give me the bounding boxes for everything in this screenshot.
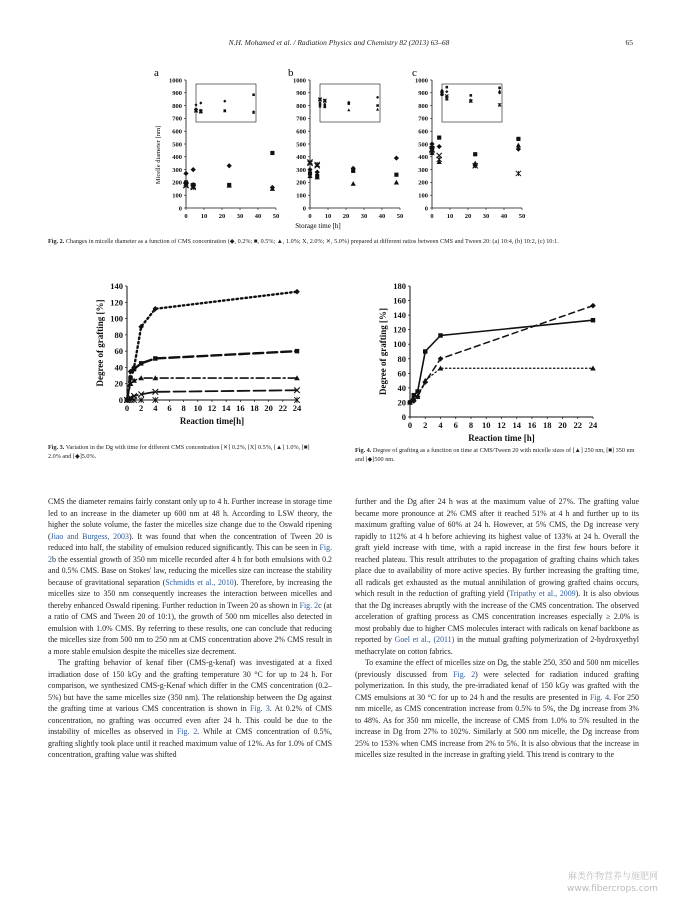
fig2-point xyxy=(437,144,442,149)
fig4-point xyxy=(438,333,442,337)
fig2-x-tick-label: 0 xyxy=(308,213,312,220)
page-number: 65 xyxy=(625,38,633,47)
fig3-x-tick-label: 22 xyxy=(278,403,288,413)
fig2-point xyxy=(516,143,521,148)
paragraph: The grafting behavior of kenaf fiber (CMS-g-kenaf) was investigated at a fixed irradiation dose of 150 kGy and the grafting temperature 30 °C for up to 24 h. For comparison, we synthesized CMS-g-Kenaf which differ in the CMS concentration (0.2–5%) but have the same micelles size (350 nm). The relationship between the Dg against the grafting time at various CMS concentration is shown in Fig. 3. At 0.2% of CMS concentration, no grafting was occurred even after 24 h. This could be due to the instability of micelles as observed in Fig. 2. While at CMS concentration of 0.5%, grafting slightly took place until it reached maximum value of 12%. As for 1.0% of CMS concentration, grafting value was shifted xyxy=(48,658,333,759)
fig4-x-tick-label: 10 xyxy=(482,420,491,430)
fig2-point xyxy=(437,136,441,140)
fig4-x-tick-label: 14 xyxy=(512,420,521,430)
paragraph: further and the Dg after 24 h was at the maximum value of 27%. The grafting value became more pronounce at 2% CMS after it reached 51% at 4 h and further up to its maximum grafting value of 60% at 24 h. However, at 5% CMS, the Dg increase very rapidly to 112% at 4 h before achieving its highest value of 133% at 24 h. Overall the graft yield increase with time, with a rapid increase in the first few hours before it reached plateau. This result attributes to the propagation of grafting chains which takes place due to availability of more active species. By further increasing the grafting time, all radicals get exhausted as the mutual annihilation of growing grafted chains occurs, which result in the reduction of grafting yield (Tripathy et al., 2009). It is also obvious that the Dg increases abruptly with the increase of the CMS concentration. The observed acceleration of grafting process as CMS concentration increases especially ≥ 2.0% is most probably due to higher CMS molecules interact with radicals on kenaf backbone as reported by Goel et al., (2011) in the mutual grafting polymerization of 2-hydroxyethyl methacrylate on cotton fabrics. xyxy=(355,497,639,656)
fig2-point xyxy=(394,180,399,185)
fig4-x-tick-label: 0 xyxy=(407,420,413,430)
fig4-y-tick-label: 180 xyxy=(393,281,406,291)
fig2-inset-point xyxy=(498,87,501,90)
fig3-x-tick-label: 10 xyxy=(193,403,203,413)
fig3-x-tick-label: 8 xyxy=(181,403,186,413)
fig2-y-tick-label: 0 xyxy=(424,205,428,213)
fig4-y-tick-label: 20 xyxy=(397,397,406,408)
fig2-x-tick-label: 40 xyxy=(500,213,508,220)
fig2-x-tick-label: 40 xyxy=(378,213,386,220)
fig4-x-tick-label: 20 xyxy=(558,420,567,430)
panel-label-b: b xyxy=(288,67,294,79)
fig3-y-tick-label: 100 xyxy=(110,313,123,324)
fig2-point xyxy=(191,167,196,172)
fig2-y-tick-label: 900 xyxy=(418,90,428,98)
fig2-panel-a xyxy=(169,77,279,220)
fig2-y-tick-label: 400 xyxy=(172,154,182,162)
fig3-series-line xyxy=(127,378,297,400)
fig3-x-tick-label: 12 xyxy=(207,403,217,413)
fig3-x-tick-label: 14 xyxy=(221,403,231,413)
fig2-point xyxy=(516,171,521,176)
watermark xyxy=(567,871,658,895)
fig2-y-tick-label: 700 xyxy=(296,115,306,123)
watermark-line-2: www.fibercrops.com xyxy=(567,884,658,894)
fig4-y-tick-label: 60 xyxy=(397,368,406,379)
fig2-y-tick-label: 500 xyxy=(418,141,428,149)
fig2-panel-c xyxy=(415,77,525,220)
fig2-x-tick-label: 10 xyxy=(324,213,332,220)
paragraph: To examine the effect of micelles size on Dg, the stable 250, 350 and 500 nm micelles (previously discussed from Fig. 2) were selected for radiation induced grafting polymerization. In this study, the pre-irradiated kenaf of 150 kGy was grafted with the CMS emulsions at 30 °C for up to 24 h and the results are presented in Fig. 4. For 250 nm micelle, as CMS concentration increase from 0.5% to 5%, the Dg increase from 3% to 48%. As for 350 nm micelle, the increase of CMS from 1.0% to 5% resulted in the increase in Dg from 27% to 102%. Similarly at 500 nm micelle, the Dg increase from 25% to 153% when CMS increase from 2% to 5%. It is also obvious that the increase in micelles size resulted in the increase in grafting yield. This trend is contrary to the xyxy=(355,658,640,759)
fig3-point xyxy=(153,356,157,360)
paragraph: CMS the diameter remains fairly constant only up to 4 h. Further increase in storage time led to an increase in the diameter up 600 nm at 48 h. According to LSW theory, the higher the solute volume, the faster the micelles size change due to the Oswald ripening (Jiao and Burgess, 2003). It was found that when the concentration of Tween 20 is reduced into half, the stability of emulsion reduced significantly. This can be seen in Fig. 2b the essential growth of 350 nm micelle recorded after 4 h for both emulsions with 0.2 and 0.5% CMS. Base on Stokes' law, reducing the micelles size can increase the stability because of gravitational separation (Schmidts et al., 2010). Therefore, by increasing the micelles size to 350 nm consequently increases the interaction between micelles and thereby enhanced Oswald ripening. Further reduction in Tween 20 as shown in Fig. 2c (at a ratio of CMS and Tween 20 of 10:1), the growth of 500 nm micelles also detected in emulsion with 1.0% CMS. By referring to these results, one can conclude that reducing the micelles size from 500 nm to 250 nm at CMS concentration above 2% CMS result in a more stable emulsion despite the micelles size decrement. xyxy=(48,497,332,656)
fig2-point xyxy=(227,163,232,168)
fig2-point xyxy=(516,137,520,141)
fig2-xlabel: Storage time [h] xyxy=(295,222,341,230)
fig4-x-tick-label: 16 xyxy=(527,420,537,430)
citation-link[interactable]: Fig. 4 xyxy=(589,692,610,702)
fig2-y-tick-label: 0 xyxy=(302,205,306,213)
fig2-y-tick-label: 800 xyxy=(418,102,428,110)
fig2-y-tick-label: 300 xyxy=(296,166,306,174)
fig4-series-line xyxy=(410,320,593,402)
fig4-x-tick-label: 24 xyxy=(588,420,598,430)
fig3-y-tick-label: 120 xyxy=(110,297,123,308)
watermark-line-1: 麻类作物营养与施肥网 xyxy=(567,872,658,882)
fig2-y-tick-label: 200 xyxy=(296,179,306,187)
fig2-inset-frame xyxy=(196,84,256,122)
fig4-caption-label: Fig. 4. xyxy=(355,447,372,454)
fig4-y-tick-label: 80 xyxy=(397,353,406,364)
fig3-y-axis-label: Degree of grafting [%] xyxy=(95,299,105,387)
fig4-y-axis-label: Degree of grafting [%] xyxy=(378,307,388,396)
running-header xyxy=(0,38,678,52)
fig2-point xyxy=(183,171,188,176)
fig3-x-tick-label: 0 xyxy=(124,403,130,413)
fig2-point xyxy=(473,152,477,156)
fig3-x-tick-label: 2 xyxy=(139,403,144,413)
journal-citation: N.H. Mohamed et al. / Radiation Physics and Chemistry 82 (2013) 63–68 xyxy=(228,38,450,47)
fig2-y-tick-label: 800 xyxy=(172,102,182,110)
fig2-x-tick-label: 50 xyxy=(272,213,280,220)
fig2-x-tick-label: 20 xyxy=(342,213,350,220)
fig2-y-tick-label: 100 xyxy=(172,192,182,200)
fig3-y-tick-label: 40 xyxy=(114,362,123,373)
fig2-point xyxy=(394,155,399,160)
fig4-y-tick-label: 120 xyxy=(393,324,406,335)
fig3-point xyxy=(295,349,299,353)
fig2-caption xyxy=(48,238,638,247)
fig2-inset-point xyxy=(470,94,473,97)
fig2-y-tick-label: 0 xyxy=(178,205,182,213)
fig3-point xyxy=(138,375,144,380)
fig2-y-tick-label: 500 xyxy=(296,141,306,149)
fig2-x-tick-label: 50 xyxy=(396,213,404,220)
fig3-x-tick-label: 16 xyxy=(236,403,245,413)
fig2-y-tick-label: 900 xyxy=(172,90,182,98)
fig2-point xyxy=(437,157,442,162)
fig4-y-tick-label: 100 xyxy=(393,339,406,350)
fig3-y-tick-label: 80 xyxy=(114,329,123,340)
fig4-point xyxy=(591,318,595,322)
fig3-series-line xyxy=(127,292,297,400)
fig2-inset-point xyxy=(348,102,351,105)
fig3-y-tick-label: 140 xyxy=(110,281,123,291)
fig2-y-tick-label: 100 xyxy=(418,192,428,200)
fig2-y-tick-label: 700 xyxy=(172,115,182,123)
fig4-y-tick-label: 160 xyxy=(393,295,406,306)
body-column-right xyxy=(355,496,639,761)
citation-link[interactable]: Goel et al., (2011) xyxy=(394,635,455,644)
fig2-inset-point xyxy=(252,93,255,96)
panel-label-c: c xyxy=(412,67,417,79)
fig4-y-tick-label: 0 xyxy=(401,412,406,422)
fig2-x-tick-label: 30 xyxy=(482,213,490,220)
fig2-x-tick-label: 20 xyxy=(218,213,226,220)
fig2-y-tick-label: 400 xyxy=(418,154,428,162)
figure-3 xyxy=(85,280,310,430)
fig2-y-tick-label: 800 xyxy=(296,102,306,110)
fig4-caption-text: Degree of grafting as a function on time at CMS/Tween 20 with micelle sizes of [▲] 250 nm, [■] 350 nm and [◆]500 nm. xyxy=(355,447,635,463)
citation-link[interactable]: Schmidts et al., 2010 xyxy=(165,577,234,587)
fig4-caption xyxy=(355,447,637,464)
fig4-series-line xyxy=(410,306,593,403)
figure-4 xyxy=(365,280,605,445)
citation-link[interactable]: Fig. 2 xyxy=(48,543,332,564)
fig3-x-tick-label: 6 xyxy=(167,403,172,413)
fig2-caption-label: Fig. 2. xyxy=(48,238,65,245)
fig2-y-tick-label: 600 xyxy=(296,128,306,136)
fig2-y-tick-label: 100 xyxy=(296,192,306,200)
fig2-x-tick-label: 30 xyxy=(360,213,368,220)
fig2-y-tick-label: 700 xyxy=(418,115,428,123)
fig2-x-tick-label: 40 xyxy=(254,213,262,220)
fig3-caption-label: Fig. 3. xyxy=(48,444,65,451)
citation-link[interactable]: Fig. 2 xyxy=(299,600,319,610)
fig4-x-tick-label: 18 xyxy=(543,420,552,430)
citation-link[interactable]: Jiao and Burgess, 2003 xyxy=(50,531,129,541)
fig4-point xyxy=(590,303,596,309)
citation-link[interactable]: Fig. 2 xyxy=(453,669,476,679)
fig4-x-tick-label: 8 xyxy=(468,420,474,430)
fig4-series-line xyxy=(410,368,593,402)
fig2-point xyxy=(394,173,398,177)
fig2-x-tick-label: 50 xyxy=(518,213,526,220)
fig2-y-tick-label: 1000 xyxy=(169,77,182,85)
fig2-y-tick-label: 300 xyxy=(418,166,428,174)
fig3-x-tick-label: 4 xyxy=(153,403,158,413)
fig2-y-tick-label: 300 xyxy=(172,166,182,174)
fig2-x-tick-label: 10 xyxy=(200,213,208,220)
fig4-y-tick-label: 140 xyxy=(393,310,406,321)
citation-link[interactable]: Tripathy et al., 2009 xyxy=(509,589,576,598)
fig2-y-tick-label: 500 xyxy=(172,141,182,149)
fig2-x-tick-label: 0 xyxy=(430,213,434,220)
fig2-y-tick-label: 600 xyxy=(172,128,182,136)
fig2-inset-point xyxy=(376,104,379,107)
fig2-y-tick-label: 200 xyxy=(172,179,182,187)
fig3-y-tick-label: 20 xyxy=(114,378,123,389)
fig4-x-tick-label: 22 xyxy=(573,420,582,430)
fig4-x-tick-label: 6 xyxy=(453,420,458,430)
citation-link[interactable]: Fig. 3 xyxy=(250,704,270,713)
fig4-point xyxy=(423,349,427,353)
fig3-point xyxy=(294,289,300,295)
fig3-point xyxy=(139,361,143,365)
fig2-x-tick-label: 0 xyxy=(184,213,188,220)
figure-2 xyxy=(140,60,526,240)
fig2-y-tick-label: 1000 xyxy=(415,77,428,85)
fig3-caption-text: Variation in the Dg with time for different CMS concentration [✕] 0.2%, [X] 0.5%, [▲] 1.0%, [■] 2.0% and [◆]5.0%. xyxy=(48,444,310,460)
fig3-x-axis-label: Reaction time[h] xyxy=(179,416,245,426)
fig4-x-axis-label: Reaction time [h] xyxy=(468,433,535,443)
fig3-x-tick-label: 20 xyxy=(264,403,273,413)
fig2-x-tick-label: 30 xyxy=(236,213,244,220)
fig2-point xyxy=(270,151,274,155)
fig3-y-tick-label: 60 xyxy=(114,346,123,357)
fig3-caption xyxy=(48,444,318,461)
fig4-x-tick-label: 12 xyxy=(497,420,506,430)
fig2-point xyxy=(351,181,356,186)
fig2-ylabel: Micelle diameter [nm] xyxy=(155,125,162,185)
fig3-x-tick-label: 24 xyxy=(292,403,302,413)
fig4-point xyxy=(422,379,428,385)
fig4-x-tick-label: 2 xyxy=(423,420,428,430)
fig2-caption-text: Changes in micelle diameter as a function of CMS concentration (◆, 0.2%; ■, 0.5%; ▲, 1.0%; X, 2.0%; ✕, 5.0%) prepared at different ratios between CMS and Tween 20: (a) 10:4, (b) 10:2, (c) 10:1. xyxy=(65,238,559,245)
fig2-y-tick-label: 1000 xyxy=(293,77,306,85)
fig2-x-tick-label: 20 xyxy=(464,213,472,220)
body-column-left xyxy=(48,496,332,761)
fig2-x-tick-label: 10 xyxy=(446,213,454,220)
fig3-series-line xyxy=(127,390,297,400)
fig4-y-tick-label: 40 xyxy=(397,382,406,393)
fig2-y-tick-label: 600 xyxy=(418,128,428,136)
citation-link[interactable]: Fig. 2 xyxy=(176,727,198,736)
fig3-y-tick-label: 0 xyxy=(118,395,123,405)
fig2-panel-b xyxy=(293,77,403,220)
fig4-x-tick-label: 4 xyxy=(438,420,443,430)
fig2-y-tick-label: 900 xyxy=(296,90,306,98)
fig2-y-tick-label: 200 xyxy=(418,179,428,187)
fig3-x-tick-label: 18 xyxy=(250,403,259,413)
panel-label-a: a xyxy=(154,67,159,79)
fig2-y-tick-label: 400 xyxy=(296,154,306,162)
fig2-point xyxy=(351,169,355,173)
fig2-inset-point xyxy=(446,86,449,89)
